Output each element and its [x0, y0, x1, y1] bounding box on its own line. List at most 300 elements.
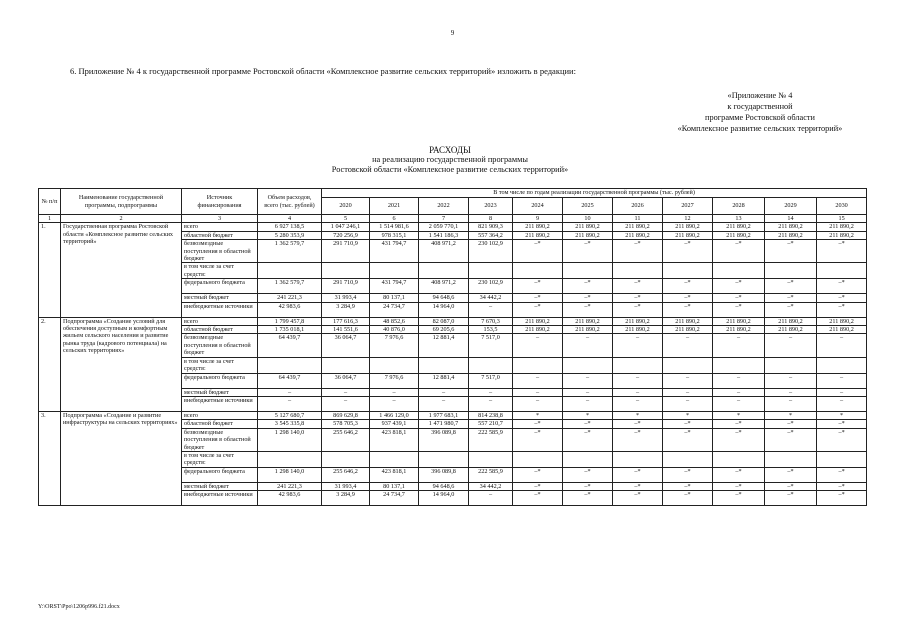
- column-number: 10: [563, 215, 613, 223]
- year-amount: 31 993,4: [322, 482, 370, 490]
- year-amount: 80 137,1: [370, 482, 419, 490]
- year-amount: –: [469, 491, 513, 506]
- year-amount: –: [563, 396, 613, 411]
- year-amount: 1 514 981,6: [370, 223, 419, 231]
- year-amount: 12 881,4: [419, 334, 469, 357]
- year-amount: 211 890,2: [513, 231, 563, 239]
- year-amount: –: [713, 373, 765, 388]
- year-amount: –: [613, 373, 663, 388]
- year-amount: [817, 357, 867, 373]
- year-amount: 222 585,9: [469, 467, 513, 482]
- year-amount: 7 976,6: [370, 334, 419, 357]
- funding-source: федерального бюджета: [182, 373, 258, 388]
- total-amount: 1 362 579,7: [258, 279, 322, 294]
- year-amount: [469, 357, 513, 373]
- year-amount: 48 852,6: [370, 317, 419, 325]
- funding-source: местный бюджет: [182, 294, 258, 302]
- year-amount: 14 964,0: [419, 491, 469, 506]
- year-amount: 14 964,0: [419, 302, 469, 317]
- year-amount: –*: [613, 302, 663, 317]
- funding-source: в том числе за счет средств:: [182, 357, 258, 373]
- year-amount: 141 551,6: [322, 326, 370, 334]
- year-amount: –*: [513, 428, 563, 451]
- header-year: 2027: [663, 198, 713, 215]
- year-amount: 869 629,8: [322, 411, 370, 419]
- year-amount: 211 890,2: [663, 326, 713, 334]
- year-amount: 211 890,2: [563, 317, 613, 325]
- year-amount: [563, 263, 613, 279]
- year-amount: 82 087,0: [419, 317, 469, 325]
- year-amount: –: [817, 334, 867, 357]
- year-amount: 211 890,2: [563, 231, 613, 239]
- section-number: 1.: [39, 223, 61, 317]
- year-amount: –*: [765, 491, 817, 506]
- year-amount: 211 890,2: [613, 326, 663, 334]
- year-amount: *: [713, 411, 765, 419]
- year-amount: –: [613, 396, 663, 411]
- column-number: 7: [419, 215, 469, 223]
- year-amount: [370, 357, 419, 373]
- year-amount: –: [513, 334, 563, 357]
- footer-file-path: Y:\ORST\Ppo\1206p996.f21.docx: [38, 604, 120, 610]
- year-amount: 40 876,0: [370, 326, 419, 334]
- section-name: Государственная программа Ростовской области «Комплексное развитие сельских территорий»: [61, 223, 182, 317]
- year-amount: –: [817, 388, 867, 396]
- year-amount: –: [663, 373, 713, 388]
- funding-source: безвозмездные поступления в областной бюджет: [182, 240, 258, 263]
- year-amount: 211 890,2: [713, 223, 765, 231]
- total-amount: [258, 451, 322, 467]
- section-name: Подпрограмма «Создание условий для обеспечения доступным и комфортным жильем сельского населения и развитие рынка труда (кадрового потенциала) на сельских территориях»: [61, 317, 182, 411]
- table-row: [39, 223, 867, 231]
- total-amount: [258, 357, 322, 373]
- column-number: 9: [513, 215, 563, 223]
- funding-source: внебюджетные источники: [182, 491, 258, 506]
- year-amount: 211 890,2: [713, 326, 765, 334]
- year-amount: –*: [817, 428, 867, 451]
- year-amount: –: [370, 388, 419, 396]
- year-amount: –*: [513, 240, 563, 263]
- year-amount: 396 089,8: [419, 467, 469, 482]
- year-amount: [817, 451, 867, 467]
- funding-source: всего: [182, 317, 258, 325]
- year-amount: –*: [765, 428, 817, 451]
- year-amount: 7 670,3: [469, 317, 513, 325]
- year-amount: *: [765, 411, 817, 419]
- year-amount: 7 517,0: [469, 373, 513, 388]
- year-amount: –*: [765, 302, 817, 317]
- year-amount: *: [513, 411, 563, 419]
- total-amount: 241 221,3: [258, 482, 322, 490]
- year-amount: –*: [613, 482, 663, 490]
- title-line: РАСХОДЫ: [429, 145, 471, 155]
- year-amount: [513, 357, 563, 373]
- year-amount: –*: [663, 420, 713, 428]
- year-amount: –: [765, 334, 817, 357]
- year-amount: –*: [713, 240, 765, 263]
- year-amount: –*: [513, 467, 563, 482]
- year-amount: [613, 263, 663, 279]
- year-amount: 557 210,7: [469, 420, 513, 428]
- year-amount: [419, 263, 469, 279]
- year-amount: [469, 451, 513, 467]
- funding-source: внебюджетные источники: [182, 396, 258, 411]
- year-amount: –*: [563, 467, 613, 482]
- year-amount: *: [817, 411, 867, 419]
- header-years-group: В том числе по годам реализации государственной программы (тыс. рублей): [322, 189, 867, 198]
- year-amount: [563, 451, 613, 467]
- year-amount: –*: [663, 279, 713, 294]
- column-number: 11: [613, 215, 663, 223]
- year-amount: –: [469, 388, 513, 396]
- year-amount: [765, 357, 817, 373]
- year-amount: –*: [663, 482, 713, 490]
- year-amount: –: [513, 396, 563, 411]
- year-amount: –*: [765, 294, 817, 302]
- year-amount: 24 734,7: [370, 491, 419, 506]
- year-amount: –*: [817, 240, 867, 263]
- year-amount: [370, 263, 419, 279]
- appendix-header: [630, 90, 890, 134]
- table-row: [39, 411, 867, 419]
- year-amount: –*: [613, 428, 663, 451]
- year-amount: 211 890,2: [713, 317, 765, 325]
- year-amount: –*: [817, 467, 867, 482]
- year-amount: [419, 451, 469, 467]
- year-amount: –*: [563, 240, 613, 263]
- year-amount: 720 256,9: [322, 231, 370, 239]
- funding-source: областной бюджет: [182, 326, 258, 334]
- year-amount: –: [563, 373, 613, 388]
- year-amount: –: [613, 334, 663, 357]
- section-number: 2.: [39, 317, 61, 411]
- year-amount: –*: [513, 482, 563, 490]
- year-amount: 578 705,3: [322, 420, 370, 428]
- year-amount: –*: [663, 491, 713, 506]
- year-amount: 423 818,1: [370, 467, 419, 482]
- total-amount: 1 362 579,7: [258, 240, 322, 263]
- year-amount: –*: [765, 482, 817, 490]
- year-amount: [419, 357, 469, 373]
- year-amount: 34 442,2: [469, 294, 513, 302]
- year-amount: 1 541 186,3: [419, 231, 469, 239]
- year-amount: 396 089,8: [419, 428, 469, 451]
- total-amount: [258, 263, 322, 279]
- year-amount: –: [765, 396, 817, 411]
- year-amount: –*: [765, 420, 817, 428]
- year-amount: –: [817, 373, 867, 388]
- year-amount: [663, 451, 713, 467]
- funding-source: безвозмездные поступления в областной бюджет: [182, 428, 258, 451]
- total-amount: 1 298 140,0: [258, 467, 322, 482]
- year-amount: 211 890,2: [613, 223, 663, 231]
- total-amount: 6 927 138,5: [258, 223, 322, 231]
- column-number: 4: [258, 215, 322, 223]
- year-amount: 7 976,6: [370, 373, 419, 388]
- header-year: 2023: [469, 198, 513, 215]
- year-amount: 94 648,6: [419, 294, 469, 302]
- funding-source: федерального бюджета: [182, 467, 258, 482]
- year-amount: –*: [613, 279, 663, 294]
- year-amount: –*: [713, 279, 765, 294]
- year-amount: –*: [513, 491, 563, 506]
- year-amount: 222 585,9: [469, 428, 513, 451]
- year-amount: –*: [563, 302, 613, 317]
- year-amount: 431 794,7: [370, 279, 419, 294]
- year-amount: 230 102,9: [469, 279, 513, 294]
- year-amount: –*: [817, 302, 867, 317]
- year-amount: 557 364,2: [469, 231, 513, 239]
- year-amount: 80 137,1: [370, 294, 419, 302]
- column-number: 8: [469, 215, 513, 223]
- year-amount: –*: [613, 420, 663, 428]
- year-amount: 211 890,2: [663, 231, 713, 239]
- year-amount: 211 890,2: [513, 326, 563, 334]
- year-amount: –*: [713, 467, 765, 482]
- funding-source: местный бюджет: [182, 388, 258, 396]
- column-number: 12: [663, 215, 713, 223]
- year-amount: –: [513, 388, 563, 396]
- year-amount: 7 517,0: [469, 334, 513, 357]
- year-amount: –: [322, 396, 370, 411]
- year-amount: *: [663, 411, 713, 419]
- year-amount: 211 890,2: [817, 326, 867, 334]
- total-amount: –: [258, 396, 322, 411]
- funding-source: внебюджетные источники: [182, 302, 258, 317]
- header-year: 2029: [765, 198, 817, 215]
- year-amount: [663, 357, 713, 373]
- year-amount: –: [563, 388, 613, 396]
- year-amount: 69 205,6: [419, 326, 469, 334]
- year-amount: *: [613, 411, 663, 419]
- year-amount: –*: [513, 279, 563, 294]
- header-year: 2025: [563, 198, 613, 215]
- year-amount: –*: [765, 279, 817, 294]
- year-amount: [322, 357, 370, 373]
- year-amount: 211 890,2: [817, 223, 867, 231]
- year-amount: –*: [513, 420, 563, 428]
- total-amount: 42 983,6: [258, 302, 322, 317]
- year-amount: 211 890,2: [765, 317, 817, 325]
- year-amount: –: [469, 302, 513, 317]
- funding-source: в том числе за счет средств:: [182, 263, 258, 279]
- year-amount: –*: [663, 302, 713, 317]
- year-amount: –: [663, 388, 713, 396]
- year-amount: 211 890,2: [713, 231, 765, 239]
- year-amount: 24 734,7: [370, 302, 419, 317]
- year-amount: [469, 263, 513, 279]
- year-amount: [817, 263, 867, 279]
- page-number: 9: [450, 29, 455, 37]
- year-amount: –*: [563, 279, 613, 294]
- funding-source: всего: [182, 223, 258, 231]
- year-amount: –*: [817, 279, 867, 294]
- header-year: 2030: [817, 198, 867, 215]
- year-amount: 1 047 246,1: [322, 223, 370, 231]
- year-amount: –: [713, 396, 765, 411]
- year-amount: [322, 263, 370, 279]
- year-amount: *: [563, 411, 613, 419]
- year-amount: [713, 451, 765, 467]
- total-amount: 241 221,3: [258, 294, 322, 302]
- header-name: Наименование государственной программы, подпрограммы: [61, 189, 182, 215]
- year-amount: 36 064,7: [322, 373, 370, 388]
- total-amount: 64 439,7: [258, 334, 322, 357]
- header-year: 2026: [613, 198, 663, 215]
- year-amount: –: [419, 388, 469, 396]
- year-amount: 211 890,2: [663, 317, 713, 325]
- year-amount: –*: [613, 491, 663, 506]
- column-number: 1: [39, 215, 61, 223]
- header-year: 2020: [322, 198, 370, 215]
- column-number: 3: [182, 215, 258, 223]
- year-amount: –: [713, 334, 765, 357]
- year-amount: [322, 451, 370, 467]
- column-number: 5: [322, 215, 370, 223]
- year-amount: [613, 451, 663, 467]
- title-line: на реализацию государственной программы: [372, 155, 528, 164]
- section-number: 3.: [39, 411, 61, 505]
- year-amount: 1 471 980,7: [419, 420, 469, 428]
- year-amount: [765, 263, 817, 279]
- year-amount: –: [817, 396, 867, 411]
- year-amount: –*: [513, 294, 563, 302]
- table-row: [39, 317, 867, 325]
- funding-source: федерального бюджета: [182, 279, 258, 294]
- year-amount: 255 646,2: [322, 467, 370, 482]
- appendix-line: программе Ростовской области: [705, 113, 815, 122]
- year-amount: [613, 357, 663, 373]
- year-amount: 34 442,2: [469, 482, 513, 490]
- total-amount: 3 545 335,8: [258, 420, 322, 428]
- total-amount: 64 439,7: [258, 373, 322, 388]
- year-amount: 431 794,7: [370, 240, 419, 263]
- appendix-line: к государственной: [727, 102, 793, 111]
- funding-source: безвозмездные поступления в областной бюджет: [182, 334, 258, 357]
- column-number: 13: [713, 215, 765, 223]
- year-amount: 153,5: [469, 326, 513, 334]
- funding-source: всего: [182, 411, 258, 419]
- year-amount: 3 284,9: [322, 302, 370, 317]
- year-amount: –: [370, 396, 419, 411]
- year-amount: 211 890,2: [513, 223, 563, 231]
- appendix-line: «Приложение № 4: [727, 91, 793, 100]
- funding-source: местный бюджет: [182, 482, 258, 490]
- year-amount: 3 284,9: [322, 491, 370, 506]
- year-amount: 230 102,9: [469, 240, 513, 263]
- total-amount: 1 799 457,8: [258, 317, 322, 325]
- column-number: 14: [765, 215, 817, 223]
- year-amount: –: [322, 388, 370, 396]
- year-amount: –*: [513, 302, 563, 317]
- year-amount: –*: [817, 482, 867, 490]
- year-amount: –: [713, 388, 765, 396]
- year-amount: –*: [613, 294, 663, 302]
- year-amount: 211 890,2: [663, 223, 713, 231]
- year-amount: [765, 451, 817, 467]
- year-amount: 211 890,2: [513, 317, 563, 325]
- year-amount: –: [563, 334, 613, 357]
- year-amount: 31 993,4: [322, 294, 370, 302]
- total-amount: 1 298 140,0: [258, 428, 322, 451]
- year-amount: –: [663, 396, 713, 411]
- year-amount: [713, 263, 765, 279]
- year-amount: –*: [613, 240, 663, 263]
- funding-source: областной бюджет: [182, 231, 258, 239]
- intro-text: 6. Приложение № 4 к государственной программе Ростовской области «Комплексное развитие сельских территорий» изложить в редакции:: [70, 66, 576, 76]
- year-amount: [513, 451, 563, 467]
- column-number: 6: [370, 215, 419, 223]
- total-amount: 5 127 680,7: [258, 411, 322, 419]
- year-amount: [563, 357, 613, 373]
- year-amount: –: [765, 373, 817, 388]
- year-amount: –: [419, 396, 469, 411]
- header-year: 2024: [513, 198, 563, 215]
- year-amount: 937 439,1: [370, 420, 419, 428]
- year-amount: –*: [563, 420, 613, 428]
- year-amount: –*: [663, 294, 713, 302]
- total-amount: 42 983,6: [258, 491, 322, 506]
- year-amount: 821 909,3: [469, 223, 513, 231]
- year-amount: 423 818,1: [370, 428, 419, 451]
- year-amount: 408 971,2: [419, 240, 469, 263]
- year-amount: 211 890,2: [563, 326, 613, 334]
- document-title: [290, 145, 610, 175]
- year-amount: 978 315,1: [370, 231, 419, 239]
- header-source: Источник финансирования: [182, 189, 258, 215]
- year-amount: –*: [713, 420, 765, 428]
- year-amount: –*: [563, 428, 613, 451]
- year-amount: 211 890,2: [765, 223, 817, 231]
- total-amount: 5 280 353,9: [258, 231, 322, 239]
- year-amount: –*: [613, 467, 663, 482]
- expenses-table: [38, 188, 867, 506]
- year-amount: [370, 451, 419, 467]
- year-amount: 94 648,6: [419, 482, 469, 490]
- year-amount: 255 646,2: [322, 428, 370, 451]
- header-total: Объем расходов, всего (тыс. рублей): [258, 189, 322, 215]
- year-amount: –*: [713, 294, 765, 302]
- year-amount: [513, 263, 563, 279]
- year-amount: –: [613, 388, 663, 396]
- header-year: 2021: [370, 198, 419, 215]
- year-amount: –*: [663, 428, 713, 451]
- year-amount: 211 890,2: [765, 326, 817, 334]
- year-amount: [663, 263, 713, 279]
- year-amount: –*: [563, 294, 613, 302]
- header-year: 2028: [713, 198, 765, 215]
- year-amount: –*: [817, 294, 867, 302]
- year-amount: –*: [765, 240, 817, 263]
- year-amount: 2 059 770,1: [419, 223, 469, 231]
- year-amount: 1 466 129,0: [370, 411, 419, 419]
- year-amount: 211 890,2: [817, 317, 867, 325]
- header-num: № п/п: [39, 189, 61, 215]
- year-amount: –*: [713, 491, 765, 506]
- year-amount: 291 710,9: [322, 240, 370, 263]
- year-amount: –: [663, 334, 713, 357]
- year-amount: 211 890,2: [563, 223, 613, 231]
- year-amount: –*: [817, 491, 867, 506]
- total-amount: –: [258, 388, 322, 396]
- year-amount: –*: [713, 482, 765, 490]
- funding-source: областной бюджет: [182, 420, 258, 428]
- funding-source: в том числе за счет средств:: [182, 451, 258, 467]
- year-amount: 211 890,2: [817, 231, 867, 239]
- year-amount: –: [469, 396, 513, 411]
- appendix-line: «Комплексное развитие сельских территорий»: [677, 124, 843, 133]
- year-amount: 211 890,2: [613, 231, 663, 239]
